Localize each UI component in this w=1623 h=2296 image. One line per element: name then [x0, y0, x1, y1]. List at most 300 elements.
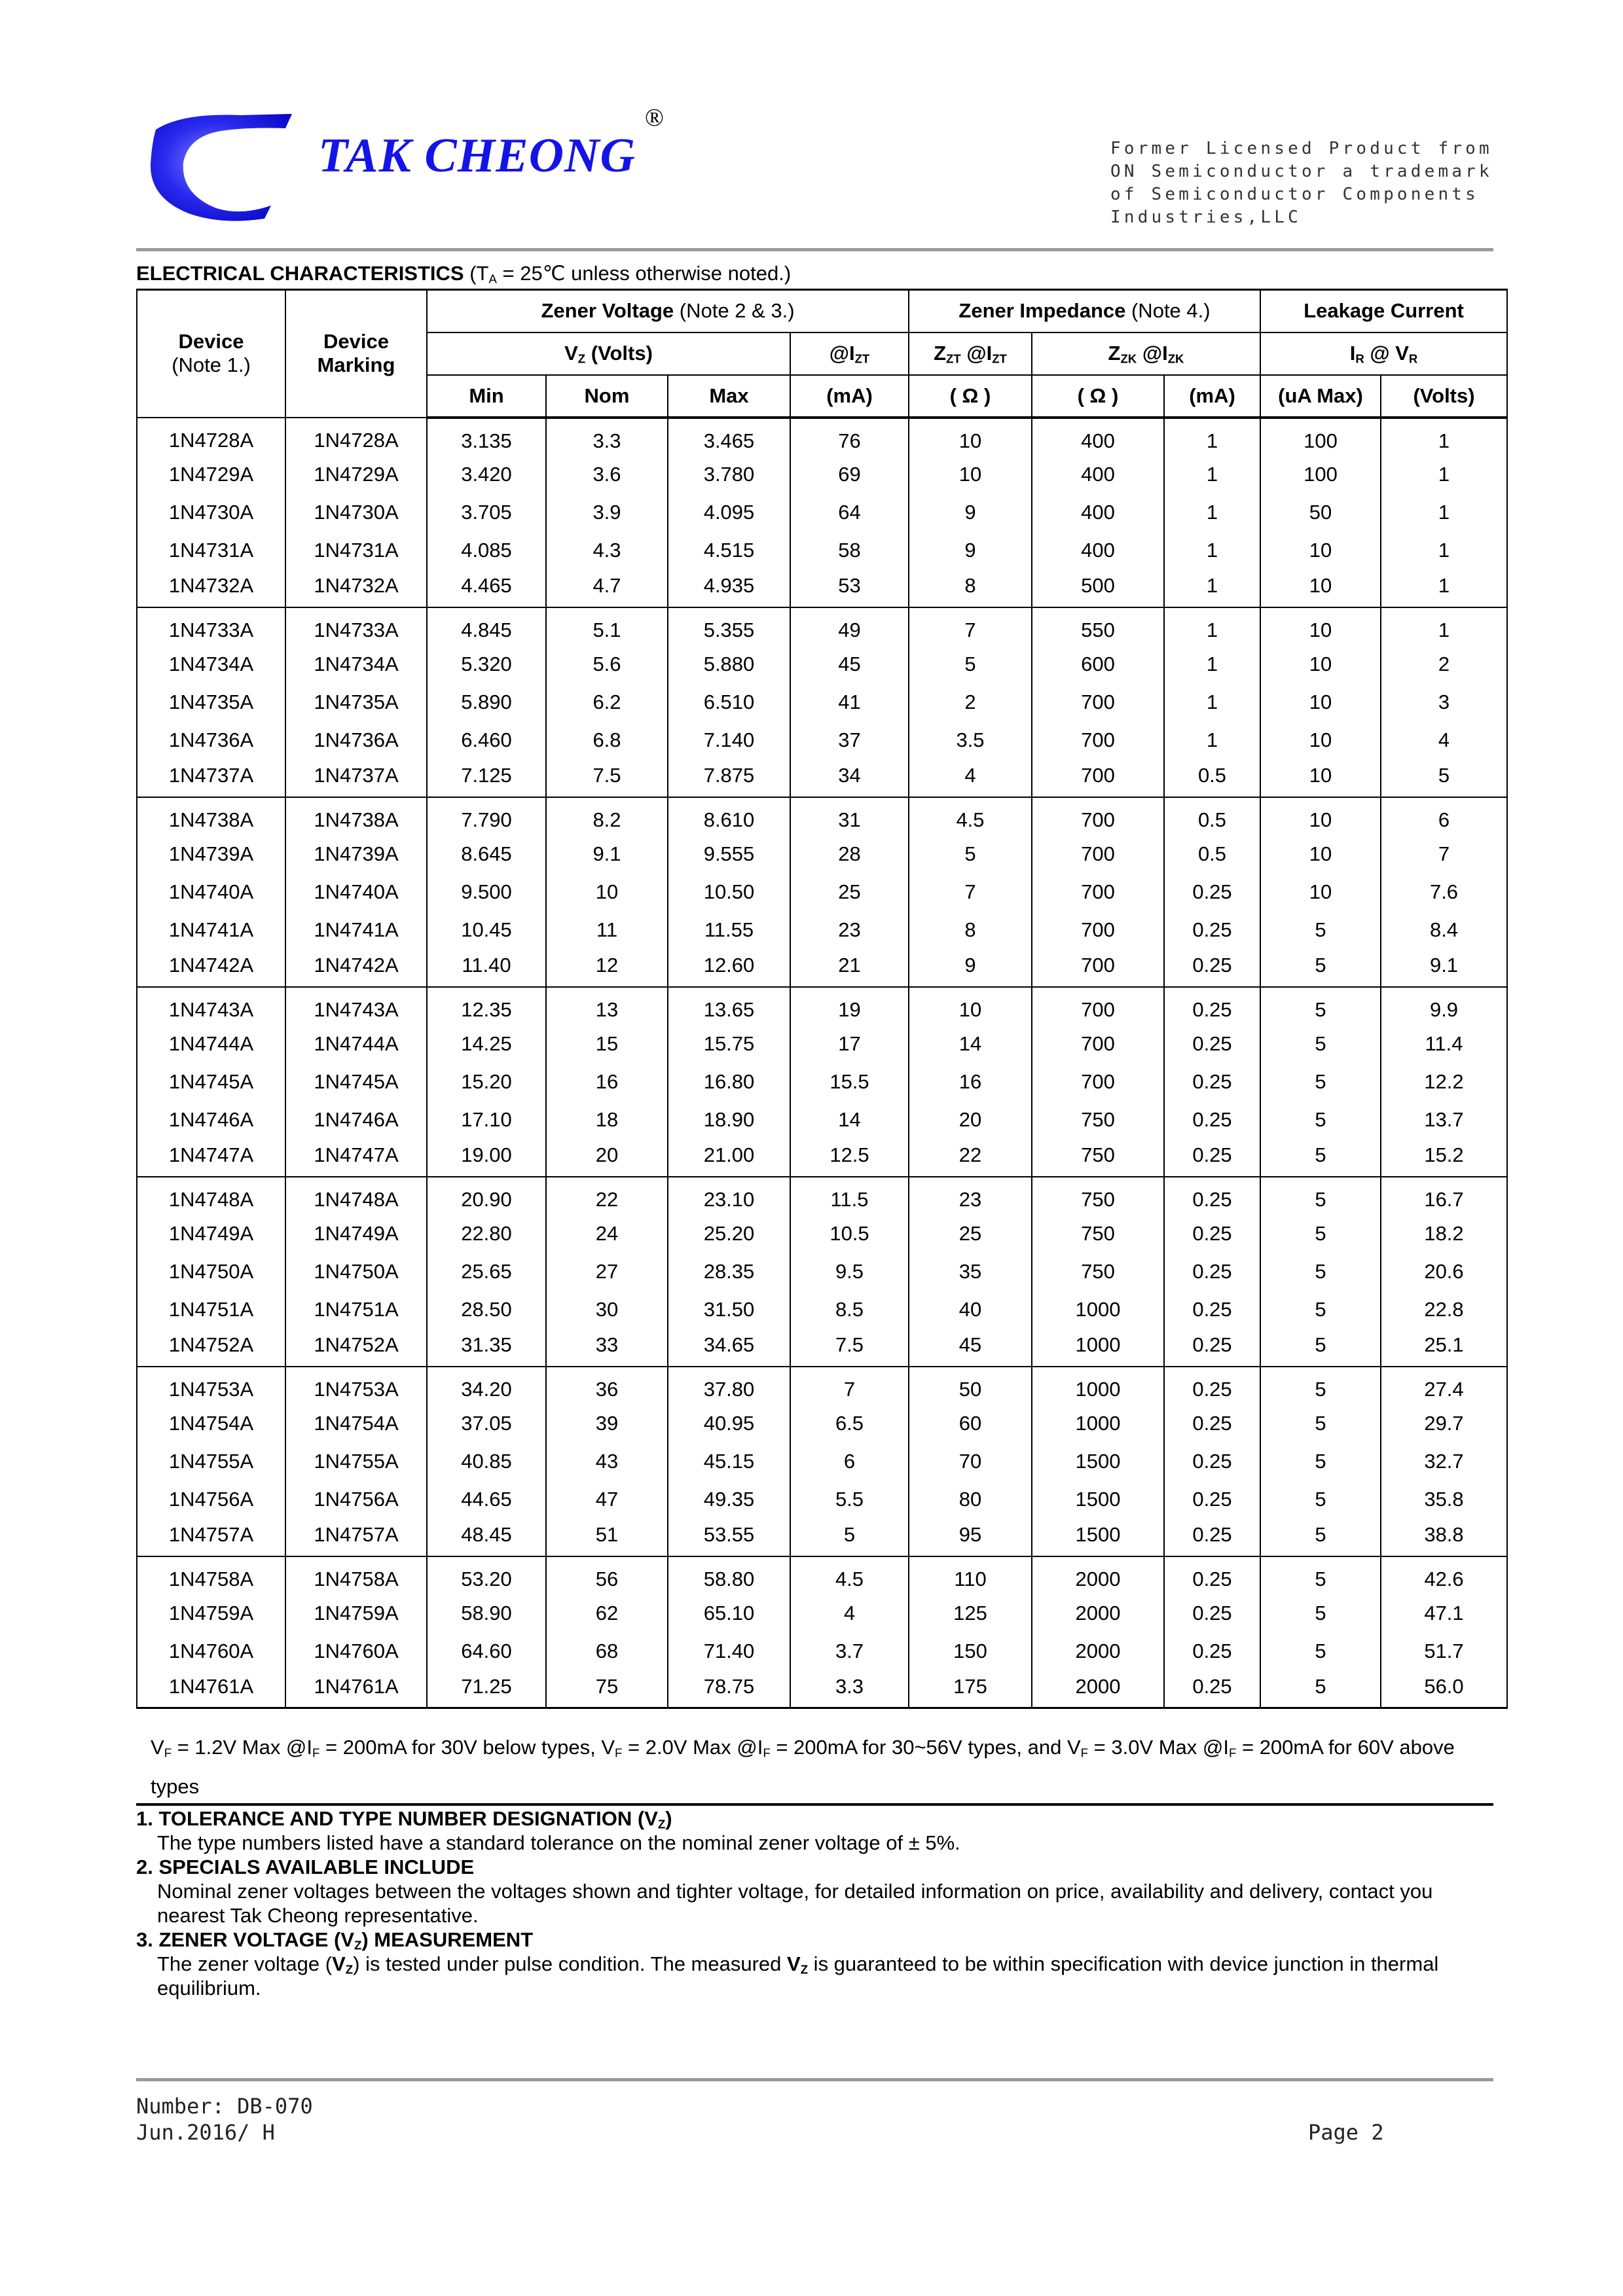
table-cell: 12.35 [427, 987, 546, 1025]
col-nom: Nom [546, 375, 668, 418]
table-cell: 1N4732A [285, 569, 427, 607]
table-cell: 50 [909, 1367, 1032, 1405]
table-cell: 700 [1032, 1025, 1164, 1063]
table-row [137, 1177, 1507, 1215]
table-cell: 7 [790, 1367, 909, 1405]
table-row [137, 1139, 1507, 1177]
col-ma: (mA) [790, 375, 909, 418]
table-cell: 1N4730A [137, 493, 285, 531]
table-cell: 1 [1164, 531, 1260, 569]
table-cell: 0.25 [1164, 1291, 1260, 1329]
footer-doc-info [136, 2093, 313, 2145]
header-divider [136, 248, 1493, 251]
table-cell: 3.7 [790, 1632, 909, 1670]
table-cell: 7.140 [668, 721, 790, 759]
table-cell: 0.25 [1164, 1101, 1260, 1139]
table-cell: 700 [1032, 721, 1164, 759]
table-cell: 1N4748A [285, 1177, 427, 1215]
table-cell: 10 [1260, 645, 1381, 683]
table-cell: 1N4759A [137, 1594, 285, 1632]
table-cell: 10 [1260, 683, 1381, 721]
table-cell: 5 [1260, 1632, 1381, 1670]
table-cell: 4.095 [668, 493, 790, 531]
table-cell: 32.7 [1381, 1443, 1507, 1480]
table-cell: 11.5 [790, 1177, 909, 1215]
table-cell: 27.4 [1381, 1367, 1507, 1405]
table-cell: 10 [1260, 873, 1381, 911]
table-cell: 40.85 [427, 1443, 546, 1480]
table-cell: 58.90 [427, 1594, 546, 1632]
table-cell: 3.135 [427, 418, 546, 456]
table-cell: 2000 [1032, 1670, 1164, 1708]
table-cell: 1 [1164, 569, 1260, 607]
table-cell: 1N4728A [285, 418, 427, 456]
electrical-characteristics-table [136, 289, 1508, 1709]
table-cell: 500 [1032, 569, 1164, 607]
table-cell: 10 [909, 418, 1032, 456]
table-cell: 12.2 [1381, 1063, 1507, 1101]
table-cell: 4.5 [909, 797, 1032, 835]
table-cell: 0.25 [1164, 1556, 1260, 1594]
table-row [137, 569, 1507, 607]
table-cell: 40.95 [668, 1405, 790, 1443]
table-cell: 1N4737A [285, 759, 427, 797]
table-cell: 48.45 [427, 1518, 546, 1556]
table-cell: 1N4734A [137, 645, 285, 683]
table-cell: 45 [909, 1329, 1032, 1367]
table-row [137, 645, 1507, 683]
doc-number: Number: DB-070 [136, 2094, 313, 2119]
table-cell: 0.25 [1164, 1480, 1260, 1518]
table-cell: 1N4746A [285, 1101, 427, 1139]
table-cell: 5 [1260, 1063, 1381, 1101]
table-cell: 2000 [1032, 1556, 1164, 1594]
table-cell: 7.875 [668, 759, 790, 797]
table-cell: 15.5 [790, 1063, 909, 1101]
table-cell: 9.5 [790, 1253, 909, 1291]
table-cell: 8.2 [546, 797, 668, 835]
table-row [137, 1215, 1507, 1253]
table-cell: 0.25 [1164, 1443, 1260, 1480]
table-cell: 16 [546, 1063, 668, 1101]
table-cell: 31.50 [668, 1291, 790, 1329]
table-cell: 38.8 [1381, 1518, 1507, 1556]
table-cell: 1000 [1032, 1405, 1164, 1443]
table-cell: 0.25 [1164, 911, 1260, 949]
table-cell: 75 [546, 1670, 668, 1708]
table-cell: 110 [909, 1556, 1032, 1594]
table-cell: 1 [1164, 645, 1260, 683]
table-cell: 51 [546, 1518, 668, 1556]
table-cell: 13.7 [1381, 1101, 1507, 1139]
table-cell: 0.25 [1164, 1594, 1260, 1632]
table-cell: 14 [909, 1025, 1032, 1063]
table-cell: 1N4745A [137, 1063, 285, 1101]
table-cell: 6 [790, 1443, 909, 1480]
table-cell: 4.515 [668, 531, 790, 569]
table-cell: 53 [790, 569, 909, 607]
table-cell: 10 [1260, 721, 1381, 759]
table-cell: 30 [546, 1291, 668, 1329]
table-cell: 33 [546, 1329, 668, 1367]
table-cell: 9.555 [668, 835, 790, 873]
table-cell: 1N4738A [285, 797, 427, 835]
table-cell: 19 [790, 987, 909, 1025]
table-cell: 0.25 [1164, 1139, 1260, 1177]
table-cell: 0.25 [1164, 1670, 1260, 1708]
table-cell: 1500 [1032, 1480, 1164, 1518]
table-row [137, 721, 1507, 759]
table-row [137, 759, 1507, 797]
table-cell: 23 [790, 911, 909, 949]
table-cell: 45.15 [668, 1443, 790, 1480]
table-cell: 400 [1032, 418, 1164, 456]
table-cell: 20 [909, 1101, 1032, 1139]
table-cell: 47.1 [1381, 1594, 1507, 1632]
table-cell: 5.5 [790, 1480, 909, 1518]
table-cell: 1N4749A [285, 1215, 427, 1253]
table-cell: 58.80 [668, 1556, 790, 1594]
table-cell: 1 [1381, 418, 1507, 456]
table-cell: 5 [909, 835, 1032, 873]
table-row [137, 1556, 1507, 1594]
table-cell: 0.25 [1164, 1405, 1260, 1443]
table-cell: 0.5 [1164, 797, 1260, 835]
table-cell: 700 [1032, 683, 1164, 721]
doc-date: Jun.2016/ H [136, 2120, 275, 2145]
table-cell: 5 [1260, 911, 1381, 949]
note-3-heading: 3. ZENER VOLTAGE $(V_Z)$ MEASUREMENT [136, 1928, 534, 1952]
table-cell: 1N4749A [137, 1215, 285, 1253]
table-cell: 37 [790, 721, 909, 759]
table-cell: 35 [909, 1253, 1032, 1291]
notes-section [136, 1806, 1493, 2000]
table-cell: 1N4748A [137, 1177, 285, 1215]
tak-cheong-logo-icon [143, 110, 293, 221]
table-cell: 15.75 [668, 1025, 790, 1063]
table-cell: 1N4737A [137, 759, 285, 797]
table-cell: 4.3 [546, 531, 668, 569]
col-izt: $@I_{ZT}$ [790, 332, 909, 375]
table-cell: 1N4729A [137, 456, 285, 493]
table-cell: 5 [1260, 1480, 1381, 1518]
table-cell: 1N4755A [137, 1443, 285, 1480]
table-cell: 23.10 [668, 1177, 790, 1215]
table-cell: 10.50 [668, 873, 790, 911]
table-cell: 28 [790, 835, 909, 873]
table-cell: 2 [909, 683, 1032, 721]
table-cell: 28.50 [427, 1291, 546, 1329]
table-cell: 1N4743A [137, 987, 285, 1025]
table-cell: 1N4746A [137, 1101, 285, 1139]
table-cell: 0.5 [1164, 835, 1260, 873]
table-cell: 1N4743A [285, 987, 427, 1025]
table-cell: 11 [546, 911, 668, 949]
table-cell: 31.35 [427, 1329, 546, 1367]
table-cell: 1 [1381, 531, 1507, 569]
table-cell: 14 [790, 1101, 909, 1139]
table-cell: 51.7 [1381, 1632, 1507, 1670]
table-row [137, 1443, 1507, 1480]
notes-divider [136, 1803, 1493, 1806]
table-cell: 8 [909, 569, 1032, 607]
table-row [137, 607, 1507, 645]
table-cell: 28.35 [668, 1253, 790, 1291]
table-cell: 1 [1164, 418, 1260, 456]
table-cell: 8.5 [790, 1291, 909, 1329]
table-cell: 150 [909, 1632, 1032, 1670]
table-cell: 41 [790, 683, 909, 721]
table-cell: 5 [1260, 1405, 1381, 1443]
table-cell: 80 [909, 1480, 1032, 1518]
table-cell: 71.40 [668, 1632, 790, 1670]
table-cell: 1N4734A [285, 645, 427, 683]
table-cell: 1N4738A [137, 797, 285, 835]
table-cell: 8 [909, 911, 1032, 949]
table-cell: 1N4735A [137, 683, 285, 721]
table-cell: 25.65 [427, 1253, 546, 1291]
table-cell: 7.5 [790, 1329, 909, 1367]
table-cell: 5 [1260, 1443, 1381, 1480]
former-line: ON Semiconductor a trademark [1110, 162, 1493, 181]
table-cell: 550 [1032, 607, 1164, 645]
registered-mark: ® [645, 104, 664, 132]
table-cell: 70 [909, 1443, 1032, 1480]
table-cell: 750 [1032, 1101, 1164, 1139]
table-cell: 44.65 [427, 1480, 546, 1518]
table-cell: 1N4750A [285, 1253, 427, 1291]
table-cell: 1N4754A [137, 1405, 285, 1443]
table-cell: 95 [909, 1518, 1032, 1556]
table-cell: 400 [1032, 531, 1164, 569]
group-zener-impedance: Zener Impedance (Note 4.) [909, 290, 1260, 332]
table-cell: 10 [546, 873, 668, 911]
table-cell: 16.7 [1381, 1177, 1507, 1215]
table-row [137, 873, 1507, 911]
table-cell: 700 [1032, 1063, 1164, 1101]
table-cell: 4.085 [427, 531, 546, 569]
table-row [137, 1594, 1507, 1632]
table-cell: 5 [909, 645, 1032, 683]
table-cell: 5.320 [427, 645, 546, 683]
table-cell: 16 [909, 1063, 1032, 1101]
table-cell: 8.610 [668, 797, 790, 835]
table-row [137, 1291, 1507, 1329]
table-cell: 13.65 [668, 987, 790, 1025]
table-cell: 69 [790, 456, 909, 493]
table-cell: 5 [1260, 1025, 1381, 1063]
col-ma-izk: (mA) [1164, 375, 1260, 418]
table-cell: 1N4739A [285, 835, 427, 873]
table-cell: 5 [1260, 1291, 1381, 1329]
table-cell: 1N4740A [137, 873, 285, 911]
table-cell: 0.25 [1164, 1329, 1260, 1367]
table-cell: 1N4747A [285, 1139, 427, 1177]
table-cell: 1N4753A [137, 1367, 285, 1405]
table-cell: 2 [1381, 645, 1507, 683]
table-cell: 3.3 [546, 418, 668, 456]
table-cell: 5 [1260, 1329, 1381, 1367]
table-cell: 1 [1381, 569, 1507, 607]
table-cell: 750 [1032, 1177, 1164, 1215]
note-2-body: Nominal zener voltages between the voltages shown and tighter voltage, for detailed information on price, availability and delivery, contact you nearest Tak Cheong representative. [157, 1880, 1433, 1927]
table-cell: 18 [546, 1101, 668, 1139]
table-cell: 3.3 [790, 1670, 909, 1708]
table-cell: 2000 [1032, 1594, 1164, 1632]
table-cell: 700 [1032, 873, 1164, 911]
table-row [137, 456, 1507, 493]
table-cell: 175 [909, 1670, 1032, 1708]
table-cell: 4 [909, 759, 1032, 797]
table-cell: 9.500 [427, 873, 546, 911]
table-cell: 750 [1032, 1215, 1164, 1253]
table-cell: 40 [909, 1291, 1032, 1329]
table-cell: 125 [909, 1594, 1032, 1632]
table-cell: 0.25 [1164, 1025, 1260, 1063]
table-row [137, 1329, 1507, 1367]
table-cell: 750 [1032, 1253, 1164, 1291]
table-cell: 62 [546, 1594, 668, 1632]
table-cell: 1N4731A [137, 531, 285, 569]
table-cell: 8.645 [427, 835, 546, 873]
table-cell: 5.1 [546, 607, 668, 645]
table-cell: 1N4735A [285, 683, 427, 721]
col-ohm-zzk: ( Ω ) [1032, 375, 1164, 418]
table-cell: 11.4 [1381, 1025, 1507, 1063]
table-cell: 1N4750A [137, 1253, 285, 1291]
table-cell: 1N4732A [137, 569, 285, 607]
table-cell: 1000 [1032, 1291, 1164, 1329]
table-cell: 4.5 [790, 1556, 909, 1594]
table-cell: 60 [909, 1405, 1032, 1443]
table-cell: 5.6 [546, 645, 668, 683]
table-cell: 700 [1032, 835, 1164, 873]
table-cell: 64.60 [427, 1632, 546, 1670]
table-cell: 22 [909, 1139, 1032, 1177]
table-cell: 9 [909, 531, 1032, 569]
table-cell: 10 [1260, 607, 1381, 645]
table-cell: 50 [1260, 493, 1381, 531]
table-cell: 5 [1260, 949, 1381, 987]
table-cell: 1N4733A [137, 607, 285, 645]
table-cell: 5 [1260, 1556, 1381, 1594]
group-zener-voltage: Zener Voltage (Note 2 & 3.) [427, 290, 909, 332]
table-cell: 1N4757A [285, 1518, 427, 1556]
table-cell: 12 [546, 949, 668, 987]
table-cell: 1N4759A [285, 1594, 427, 1632]
table-cell: 7 [909, 607, 1032, 645]
table-cell: 20 [546, 1139, 668, 1177]
col-vz-volts: $V_Z$ (Volts) [427, 332, 790, 375]
table-cell: 1N4744A [137, 1025, 285, 1063]
table-cell: 0.25 [1164, 1367, 1260, 1405]
table-cell: 700 [1032, 949, 1164, 987]
former-line: Industries,LLC [1110, 207, 1302, 227]
table-cell: 6.510 [668, 683, 790, 721]
table-cell: 1 [1381, 456, 1507, 493]
table-cell: 1N4753A [285, 1367, 427, 1405]
table-cell: 1N4760A [285, 1632, 427, 1670]
table-row [137, 1405, 1507, 1443]
table-cell: 0.25 [1164, 873, 1260, 911]
table-cell: 5 [1260, 1518, 1381, 1556]
col-zzk: $Z_{ZK}$ $@I_{ZK}$ [1032, 332, 1260, 375]
table-cell: 65.10 [668, 1594, 790, 1632]
table-cell: 78.75 [668, 1670, 790, 1708]
group-leakage-current: Leakage Current [1260, 290, 1507, 332]
table-cell: 10 [1260, 531, 1381, 569]
table-cell: 20.6 [1381, 1253, 1507, 1291]
table-cell: 7.125 [427, 759, 546, 797]
table-cell: 4.935 [668, 569, 790, 607]
page-number: Page 2 [1308, 2120, 1384, 2145]
table-cell: 64 [790, 493, 909, 531]
table-cell: 10 [1260, 835, 1381, 873]
note-1-body: The type numbers listed have a standard tolerance on the nominal zener voltage of ± 5%. [157, 1831, 960, 1854]
table-row [137, 1518, 1507, 1556]
table-cell: 29.7 [1381, 1405, 1507, 1443]
table-cell: 11.40 [427, 949, 546, 987]
table-cell: 22.8 [1381, 1291, 1507, 1329]
table-cell: 400 [1032, 493, 1164, 531]
table-cell: 25.1 [1381, 1329, 1507, 1367]
table-cell: 17 [790, 1025, 909, 1063]
table-cell: 25 [909, 1215, 1032, 1253]
table-cell: 56.0 [1381, 1670, 1507, 1708]
table-cell: 49 [790, 607, 909, 645]
table-cell: 1N4758A [137, 1556, 285, 1594]
table-cell: 1 [1381, 607, 1507, 645]
col-ir-vr: $I_R$ @ $V_R$ [1260, 332, 1507, 375]
table-cell: 0.25 [1164, 1632, 1260, 1670]
table-cell: 1N4752A [285, 1329, 427, 1367]
table-cell: 700 [1032, 911, 1164, 949]
table-cell: 18.90 [668, 1101, 790, 1139]
table-row [137, 1101, 1507, 1139]
table-cell: 5 [1260, 1367, 1381, 1405]
table-cell: 0.25 [1164, 1177, 1260, 1215]
table-cell: 1N4730A [285, 493, 427, 531]
table-cell: 25 [790, 873, 909, 911]
table-cell: 3.420 [427, 456, 546, 493]
table-cell: 15 [546, 1025, 668, 1063]
former-license-note [1110, 137, 1493, 229]
table-cell: 49.35 [668, 1480, 790, 1518]
table-row [137, 1253, 1507, 1291]
table-cell: 100 [1260, 418, 1381, 456]
table-cell: 5.880 [668, 645, 790, 683]
table-cell: 1N4742A [285, 949, 427, 987]
table-cell: 6.5 [790, 1405, 909, 1443]
table-cell: 1N4761A [137, 1670, 285, 1708]
table-cell: 58 [790, 531, 909, 569]
table-cell: 0.25 [1164, 987, 1260, 1025]
table-cell: 71.25 [427, 1670, 546, 1708]
table-cell: 700 [1032, 987, 1164, 1025]
table-cell: 10 [1260, 759, 1381, 797]
table-cell: 5 [1381, 759, 1507, 797]
former-line: Former Licensed Product from [1110, 139, 1493, 158]
table-row [137, 493, 1507, 531]
table-row [137, 531, 1507, 569]
table-cell: 45 [790, 645, 909, 683]
table-row [137, 1063, 1507, 1101]
table-cell: 5 [1260, 987, 1381, 1025]
table-cell: 10.45 [427, 911, 546, 949]
table-cell: 3.6 [546, 456, 668, 493]
table-cell: 22.80 [427, 1215, 546, 1253]
table-cell: 1N4751A [285, 1291, 427, 1329]
